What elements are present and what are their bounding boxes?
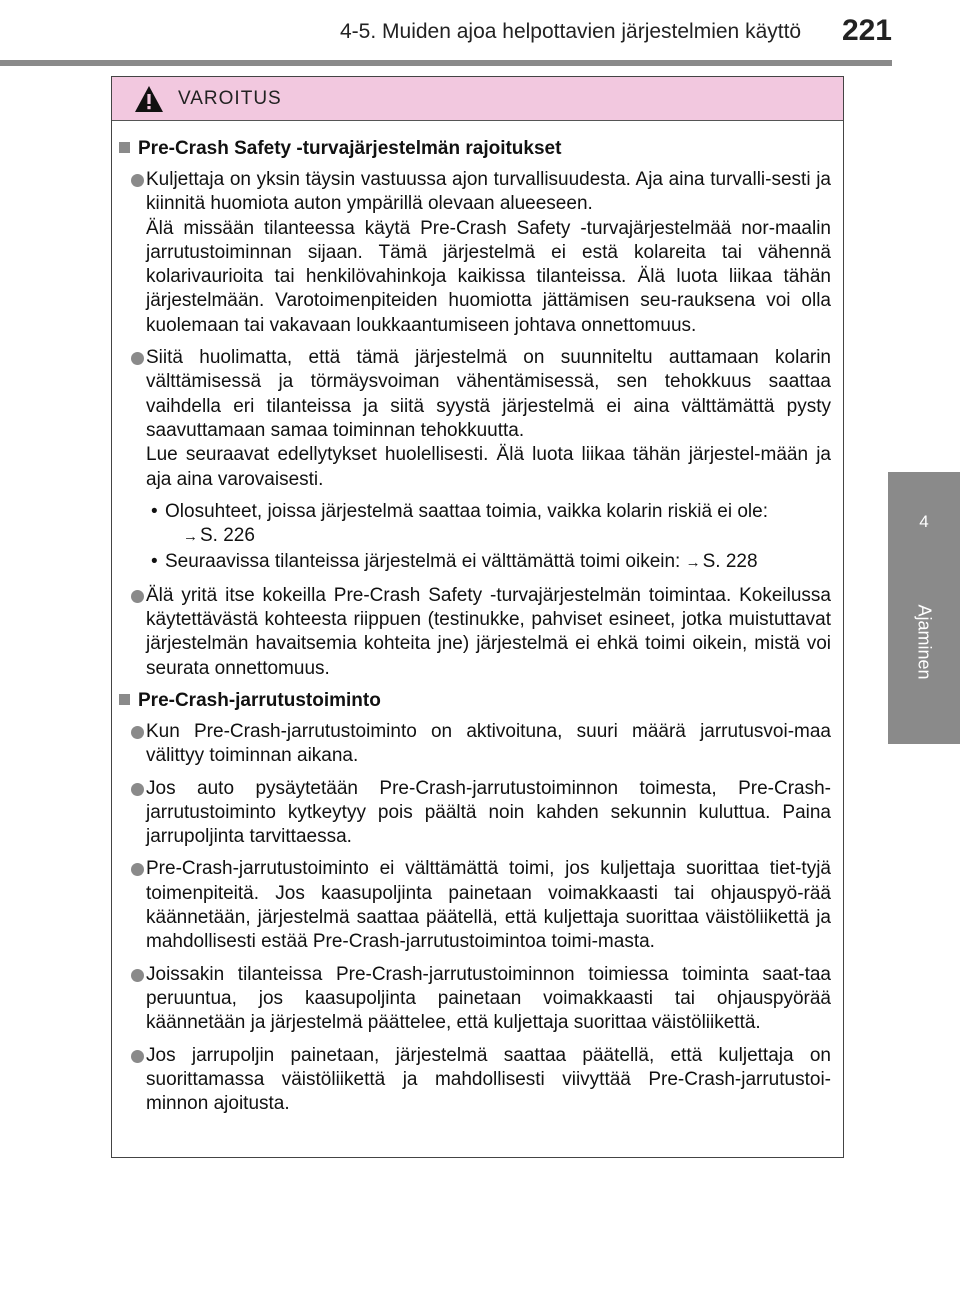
bullet-dot-icon (131, 1050, 144, 1063)
section-title: Pre-Crash-jarrutustoiminto (138, 689, 381, 711)
header-divider (0, 60, 892, 66)
warning-content (112, 121, 843, 1116)
list-item (119, 346, 831, 492)
bullet-dot-icon (131, 863, 144, 876)
bullet-text: Pre-Crash-jarrutustoiminto ei välttämättä toimi, jos kuljettaja suorittaa tiet-tyjä toimenpiteitä. Jos kaasupoljinta painetaan voimakkaasti tai ohjauspyö-rää käännetään, järjestelmä saattaa päätellä, että kuljettaja suorittaa väistöliikettä ja mahdollisesti estää Pre-Crash-jarrutustoimintoa toimi-masta. (146, 858, 831, 953)
warning-header (112, 77, 843, 121)
section-heading (119, 137, 831, 161)
bullet-dot-icon (131, 969, 144, 982)
bullet-text: Lue seuraavat edellytykset huolellisesti. Älä luota liikaa tähän järjestel-mään ja aja aina varovaisesti. (146, 444, 831, 490)
section-heading (119, 689, 831, 713)
bullet-text: Joissakin tilanteissa Pre-Crash-jarrutustoiminnon toimiessa toiminta saat-taa peruuntua, jos kaasupoljinta painetaan voimakkaasti tai ohjauspyörää käännetään ja järjestelmä päättelee, että kuljettaja suorittaa väistöliikettä. (146, 963, 831, 1034)
list-item (119, 584, 831, 681)
chapter-tab (888, 472, 960, 744)
section-title: Pre-Crash Safety -turvajärjestelmän rajoitukset (138, 138, 562, 159)
sub-item-text: Olosuhteet, joissa järjestelmä saattaa toimia, vaikka kolarin riskiä ei ole: (165, 500, 768, 522)
sub-bullet-icon: • (151, 500, 158, 522)
page-header-title: 4-5. Muiden ajoa helpottavien järjestelmien käyttö (340, 20, 802, 43)
list-item (119, 963, 831, 1036)
list-item (119, 168, 831, 338)
page-number: 221 (841, 14, 892, 47)
page-reference-label: S. 226 (200, 525, 255, 547)
bullet-dot-icon (131, 726, 144, 739)
bullet-dot-icon (131, 174, 144, 187)
page-reference[interactable] (686, 551, 758, 572)
arrow-right-icon: → (685, 554, 701, 572)
bullet-text: Jos jarrupoljin painetaan, järjestelmä saattaa päätellä, että kuljettaja on suorittamassa väistöliikettä ja mahdollisesti viivyttää Pre-Crash-jarrutustoi-minnon ajoitusta. (146, 1044, 831, 1115)
warning-box (111, 76, 844, 1158)
chapter-label: Ajaminen (914, 604, 935, 680)
warning-label: VAROITUS (178, 87, 282, 109)
page-reference-label: S. 228 (702, 551, 758, 573)
bullet-text: Kuljettaja on yksin täysin vastuussa ajon turvallisuudesta. Aja aina turvalli-sesti ja kiinnitä huomiota auton ympärillä olevaan alueeseen. (146, 169, 831, 215)
warning-triangle-icon (134, 85, 164, 113)
chapter-number: 4 (919, 512, 929, 531)
sub-item-text: Seuraavissa tilanteissa järjestelmä ei välttämättä toimi oikein: (165, 551, 681, 573)
bullet-dot-icon (131, 783, 144, 796)
section-square-icon (119, 142, 130, 153)
bullet-dot-icon (131, 590, 144, 603)
list-item (119, 857, 831, 954)
sub-bullet-icon: • (151, 551, 158, 573)
bullet-dot-icon (131, 352, 144, 365)
bullet-text: Älä missään tilanteessa käytä Pre-Crash Safety -turvajärjestelmää nor-maalin jarrutustoiminnan sijaan. Tämä järjestelmä ei estä kolareita tai vähennä kolarivaurioita tai henkilövahinkoja kaikissa tilanteissa. Älä luota liikaa tähän järjestelmään. Varotoimenpiteiden huomiotta jättämisen seu-rauksena voi olla kuolemaan tai vakavaan loukkaantumiseen johtava onnettomuus. (146, 217, 831, 336)
list-item (119, 1044, 831, 1117)
bullet-text: Jos auto pysäytetään Pre-Crash-jarrutustoiminnon toimesta, Pre-Crash-jarrutustoiminto kytkeytyy pois päältä noin kahden sekunnin kuluttua. Paina jarrupoljinta tarvittaessa. (146, 777, 831, 848)
bullet-text: Kun Pre-Crash-jarrutustoiminto on aktivoituna, suuri määrä jarrutusvoi-maa välittyy toiminnan aikana. (146, 720, 831, 767)
sub-list-item (119, 500, 831, 550)
bullet-text: Älä yritä itse kokeilla Pre-Crash Safety -turvajärjestelmän toimintaa. Kokeilussa käytettävästä kohteesta riippuen (testinukke, pahviset esineet, jotka muistuttavat järjestelmän havaitsemia kohteita jne) järjestelmä ei ehkä toimi oikein, mistä voi seurata onnettomuus. (146, 584, 831, 679)
page-reference[interactable] (165, 524, 831, 549)
list-item (119, 777, 831, 850)
list-item (119, 720, 831, 769)
bullet-text: Siitä huolimatta, että tämä järjestelmä on suunniteltu auttamaan kolarin välttämisessä ja törmäysvoiman vähentämisessä, sen tehokkuus saattaa vaihdella eri tilanteissa ja siitä syystä järjestelmä ei aina välttämättä pysty saavuttamaan samaa toiminnan tehokkuutta. (146, 347, 831, 441)
sub-list-item (119, 550, 831, 575)
arrow-right-icon: → (183, 528, 198, 546)
section-square-icon (119, 694, 130, 705)
